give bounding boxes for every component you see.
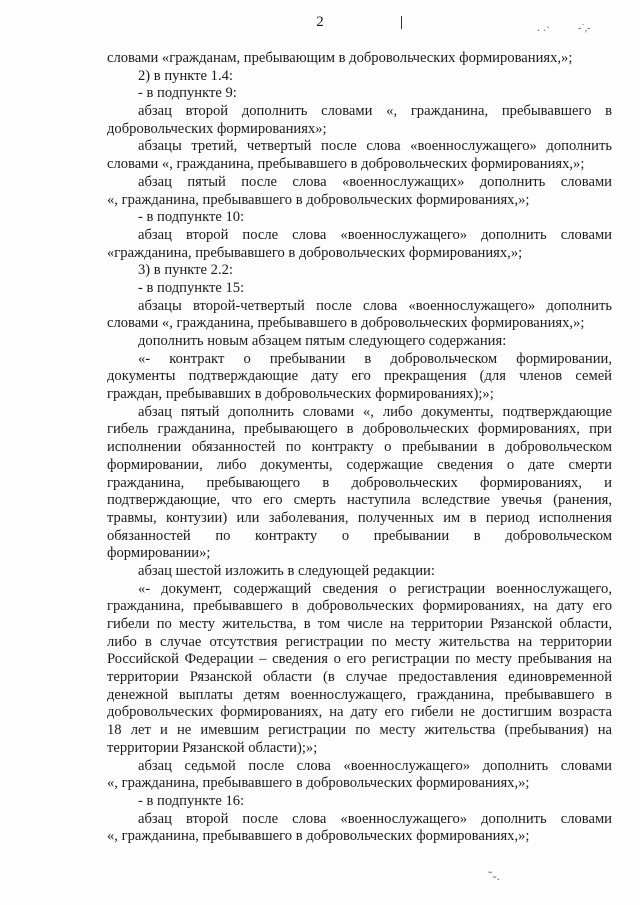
text-line: - в подпункте 9:	[138, 85, 237, 102]
text-line: - в подпункте 16:	[138, 792, 245, 809]
text-line: документы подтверждающие дату его прекращения (для членов семей	[107, 368, 612, 385]
text-line: либо в случае отсутствия регистрации по месту жительства на территории	[107, 633, 612, 650]
text-line: абзац шестой изложить в следующей редакции:	[138, 562, 435, 579]
text-line: гражданина, пребывавшего в добровольческих формированиях, на дату его	[107, 598, 612, 615]
document-body	[107, 50, 612, 846]
text-line: абзац пятый дополнить словами «, либо документы, подтверждающие	[138, 403, 612, 420]
text-line: абзац второй дополнить словами «, гражданина, пребывавшего в	[138, 103, 612, 120]
scan-artifact-tick	[401, 16, 402, 29]
text-line: абзац второй после слова «военнослужащего» дополнить словами	[138, 226, 612, 243]
text-line: добровольческих формированиях, на дату его гибели не достигшим возраста	[107, 704, 612, 721]
text-line: граждан, пребывавших в добровольческих формированиях);»;	[107, 386, 494, 403]
text-line: гибели по месту жительства, в том числе на территории Рязанской области,	[107, 616, 612, 632]
text-line: «гражданина, пребывавшего в добровольческих формированиях,»;	[107, 244, 523, 261]
text-line: абзацы второй-четвертый после слова «военнослужащего» дополнить	[138, 297, 612, 314]
text-line: словами «, гражданина, пребывавшего в добровольческих формированиях,»;	[107, 156, 585, 173]
text-line: 3) в пункте 2.2:	[138, 262, 233, 279]
text-line: 18 лет и не имевшим регистрации по месту жительства (пребывания) на	[107, 722, 612, 739]
text-line: Российской Федерации – сведения о его регистрации по месту пребывания на	[107, 651, 612, 668]
text-line: «- контракт о пребывании в добровольческом формировании,	[138, 350, 612, 367]
scan-artifact: ˜-.	[488, 868, 500, 883]
text-line: - в подпункте 15:	[138, 279, 245, 296]
text-line: добровольческих формированиях»;	[107, 120, 327, 137]
text-line: абзац второй после слова «военнослужащего» дополнить словами	[138, 810, 612, 827]
text-line: словами «, гражданина, пребывавшего в добровольческих формированиях,»;	[107, 315, 585, 332]
text-line: гражданина, пребывающего в добровольческих формированиях, и	[107, 474, 612, 491]
text-line: абзац пятый после слова «военнослужащих» дополнить словами	[138, 173, 612, 190]
text-line: «, гражданина, пребывавшего в добровольческих формированиях,»;	[107, 775, 530, 792]
text-line: денежной выплаты детям военнослужащего, гражданина, пребывавшего в	[107, 686, 612, 703]
scan-artifact: -˙,-	[578, 23, 591, 34]
text-line: формировании»;	[107, 545, 211, 562]
text-line: гибель гражданина, пребывающего в добровольческих формированиях, при	[107, 421, 612, 438]
text-line: абзацы третий, четвертый после слова «военнослужащего» дополнить	[138, 138, 612, 155]
scan-artifact: . .·	[537, 20, 550, 34]
text-line: территории Рязанской области);»;	[107, 739, 318, 756]
text-line: «- документ, содержащий сведения о регистрации военнослужащего,	[138, 580, 612, 597]
text-line: «, гражданина, пребывавшего в добровольческих формированиях,»;	[107, 191, 530, 208]
text-line: словами «гражданам, пребывающим в добровольческих формированиях,»;	[107, 50, 573, 66]
text-line: травмы, контузии) или заболевания, полученных им в период исполнения	[107, 509, 612, 526]
text-line: абзац седьмой после слова «военнослужащего» дополнить словами	[138, 757, 612, 774]
page-number: 2	[316, 14, 324, 30]
text-line: исполнении обязанностей по контракту о пребывании в добровольческом	[107, 439, 612, 456]
text-line: - в подпункте 10:	[138, 209, 245, 226]
text-line: «, гражданина, пребывавшего в добровольческих формированиях,»;	[107, 828, 530, 845]
text-line: 2) в пункте 1.4:	[138, 67, 233, 84]
text-line: обязанностей по контракту о пребывании в добровольческом	[107, 527, 612, 544]
text-line: дополнить новым абзацем пятым следующего содержания:	[138, 333, 507, 349]
text-line: формировании, либо документы, содержащие сведения о дате смерти	[107, 456, 612, 473]
text-line: подтверждающие, что его смерть наступила вследствие увечья (ранения,	[107, 492, 612, 509]
text-line: территории Рязанской области (в случае предоставления единовременной	[107, 669, 612, 686]
